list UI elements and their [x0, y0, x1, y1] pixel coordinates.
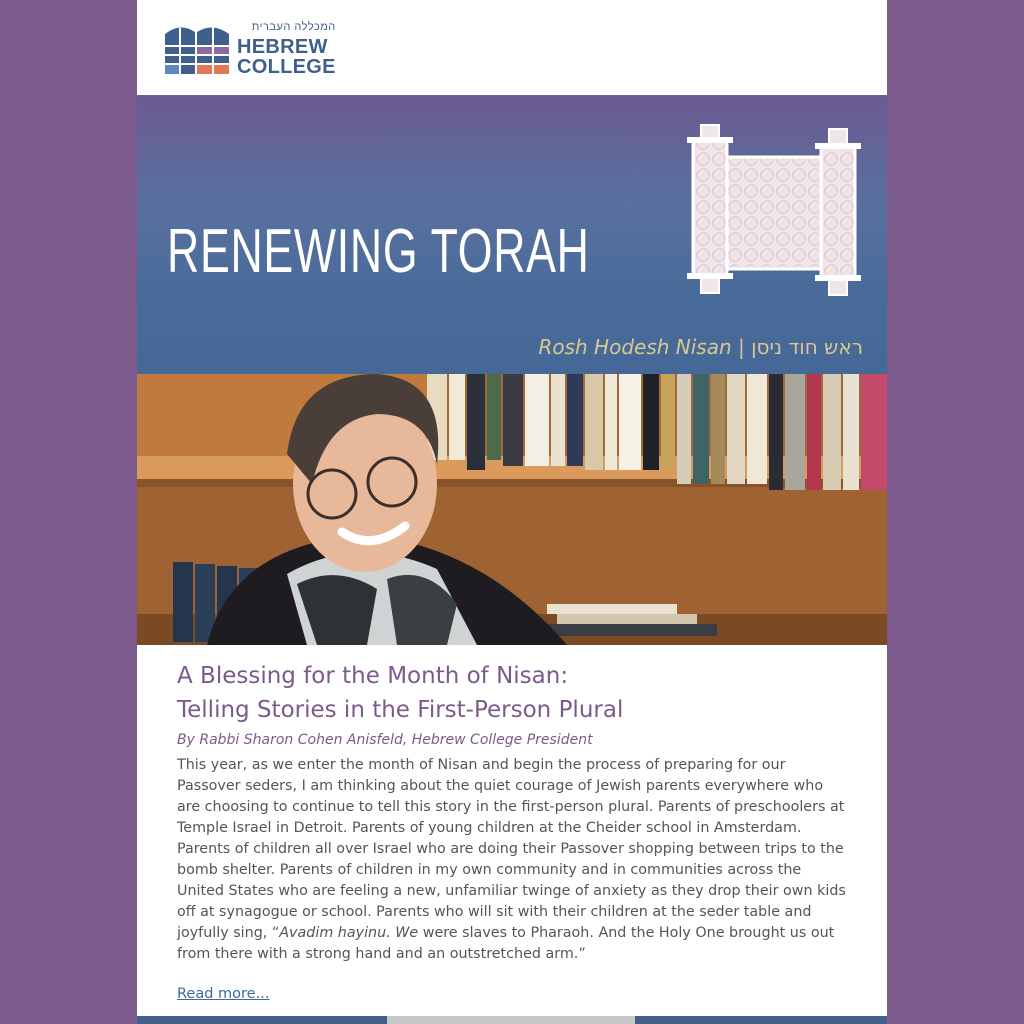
headline-line-1: A Blessing for the Month of Nisan: [177, 663, 569, 689]
banner-title: RENEWING TORAH [167, 217, 590, 286]
logo-wordmark[interactable] [237, 22, 336, 77]
banner-subtitle [538, 335, 863, 359]
banner-subtitle-hebrew: ראש חוד ניסן [751, 335, 863, 359]
article-byline: By Rabbi Sharon Cohen Anisfeld, Hebrew College President [177, 732, 593, 748]
headline-line-2: Telling Stories in the First-Person Plural [177, 697, 624, 723]
read-more-link[interactable]: Read more... [177, 986, 270, 1002]
article-body-italic: Avadim hayinu. We [279, 925, 419, 941]
article-body-end: were slaves to Pharaoh. And the Holy One brought us out from there with a strong hand and an outstretched arm.” [177, 925, 835, 962]
bottom-image-middle [387, 1016, 635, 1024]
logo-line1: HEBREW [237, 36, 328, 58]
logo-line2: COLLEGE [237, 56, 336, 78]
moon-and-scroll-icon [599, 103, 869, 303]
article-body [177, 755, 849, 965]
logo-header [137, 0, 887, 95]
author-photo [137, 374, 887, 645]
article [177, 645, 849, 1002]
banner-subtitle-separator: | [738, 335, 745, 359]
article-headline[interactable] [177, 659, 849, 727]
bottom-image-strip [137, 1016, 887, 1024]
logo-hebrew-text: המכללה העברית [251, 21, 336, 33]
banner-subtitle-english: Rosh Hodesh Nisan [538, 335, 732, 359]
email-container [137, 0, 887, 1024]
article-body-main: This year, as we enter the month of Nisan and begin the process of preparing for our Passover seders, I am thinking about the quiet courage of Jewish parents everywhere who are choosing to continue to tell this story in the first-person plural. Parents of preschoolers at Temple Israel in Detroit. Parents of young children at the Cheider school in Amsterdam. Parents of children all over Israel who are doing their Passover shopping between trips to the bomb shelter. Parents of children in my own community and in communities across the United States who are feeling a new, unfamiliar twinge of anxiety as they drop their own kids off at synagogue or school. Parents who will sit with their children at the seder table and joyfully sing, “ [177, 757, 846, 941]
renewing-torah-banner [137, 95, 887, 374]
author-portrait-image [137, 374, 887, 645]
hebrew-college-logo-icon[interactable] [163, 24, 231, 76]
